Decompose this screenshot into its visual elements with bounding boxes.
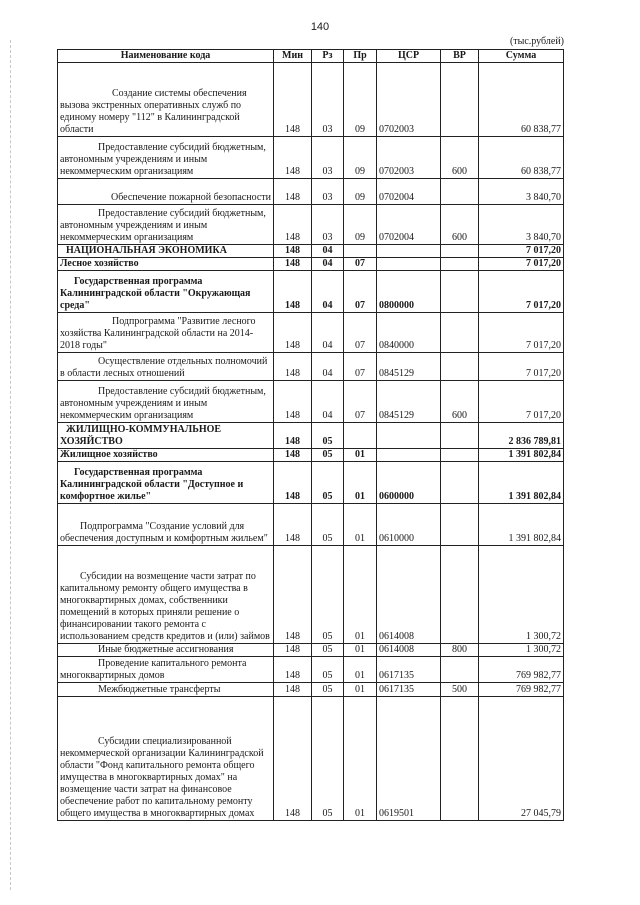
row-pr: 01: [344, 683, 377, 697]
row-rz: 03: [312, 179, 344, 205]
row-sum: 3 840,70: [479, 205, 564, 245]
row-vr: [441, 245, 479, 258]
row-rz: 04: [312, 313, 344, 353]
row-rz: 05: [312, 644, 344, 657]
table-row: [58, 644, 564, 657]
row-name: Создание системы обеспечения вызова экстренных оперативных служб по единому номеру "112" в Калининградской области: [58, 63, 274, 137]
table-row: [58, 381, 564, 423]
row-vr: [441, 353, 479, 381]
row-pr: 09: [344, 179, 377, 205]
row-csr: 0617135: [377, 683, 441, 697]
table-row: [58, 271, 564, 313]
row-vr: 600: [441, 137, 479, 179]
table-row: [58, 657, 564, 683]
row-name: Обеспечение пожарной безопасности: [58, 179, 274, 205]
row-sum: 7 017,20: [479, 245, 564, 258]
column-header-name: Наименование кода: [58, 50, 274, 63]
table-row: [58, 683, 564, 697]
row-sum: 60 838,77: [479, 63, 564, 137]
row-pr: 07: [344, 353, 377, 381]
row-pr: 01: [344, 449, 377, 462]
row-min: 148: [274, 504, 312, 546]
row-rz: 04: [312, 245, 344, 258]
row-sum: 7 017,20: [479, 313, 564, 353]
row-name: Межбюджетные трансферты: [58, 683, 274, 697]
row-csr: 0702004: [377, 205, 441, 245]
row-min: 148: [274, 258, 312, 271]
row-csr: 0840000: [377, 313, 441, 353]
row-name: НАЦИОНАЛЬНАЯ ЭКОНОМИКА: [58, 245, 274, 258]
row-vr: [441, 313, 479, 353]
row-rz: 03: [312, 137, 344, 179]
row-rz: 05: [312, 683, 344, 697]
row-name: Подпрограмма "Развитие лесного хозяйства Калининградской области на 2014-2018 годы": [58, 313, 274, 353]
row-sum: 1 391 802,84: [479, 462, 564, 504]
row-pr: 07: [344, 258, 377, 271]
row-vr: 800: [441, 644, 479, 657]
row-vr: [441, 179, 479, 205]
row-pr: 07: [344, 313, 377, 353]
row-sum: 3 840,70: [479, 179, 564, 205]
row-csr: [377, 245, 441, 258]
row-sum: 60 838,77: [479, 137, 564, 179]
table-row: [58, 449, 564, 462]
table-row: [58, 245, 564, 258]
row-rz: 03: [312, 205, 344, 245]
row-sum: 769 982,77: [479, 683, 564, 697]
row-min: 148: [274, 462, 312, 504]
row-pr: 09: [344, 63, 377, 137]
table-row: [58, 697, 564, 821]
row-min: 148: [274, 313, 312, 353]
row-csr: 0845129: [377, 381, 441, 423]
table-header-row: [58, 50, 564, 63]
column-header-pr: Пр: [344, 50, 377, 63]
row-csr: [377, 258, 441, 271]
row-vr: [441, 63, 479, 137]
row-min: 148: [274, 381, 312, 423]
table-row: [58, 179, 564, 205]
row-rz: 04: [312, 258, 344, 271]
row-csr: 0702004: [377, 179, 441, 205]
row-name: ЖИЛИЩНО-КОММУНАЛЬНОЕ ХОЗЯЙСТВО: [58, 423, 274, 449]
row-rz: 05: [312, 423, 344, 449]
row-rz: 05: [312, 697, 344, 821]
row-csr: [377, 449, 441, 462]
row-rz: 04: [312, 381, 344, 423]
row-name: Лесное хозяйство: [58, 258, 274, 271]
table-row: [58, 205, 564, 245]
row-rz: 05: [312, 546, 344, 644]
page-edge-marks: [10, 40, 12, 890]
row-csr: 0619501: [377, 697, 441, 821]
column-header-sum: Сумма: [479, 50, 564, 63]
row-sum: 7 017,20: [479, 381, 564, 423]
column-header-csr: ЦСР: [377, 50, 441, 63]
table-row: [58, 423, 564, 449]
row-pr: [344, 245, 377, 258]
row-pr: 01: [344, 504, 377, 546]
row-vr: [441, 423, 479, 449]
table-row: [58, 63, 564, 137]
row-rz: 05: [312, 449, 344, 462]
row-pr: 01: [344, 546, 377, 644]
row-rz: 04: [312, 353, 344, 381]
row-sum: 2 836 789,81: [479, 423, 564, 449]
row-min: 148: [274, 137, 312, 179]
row-min: 148: [274, 63, 312, 137]
row-name: Иные бюджетные ассигнования: [58, 644, 274, 657]
row-rz: 05: [312, 504, 344, 546]
row-rz: 05: [312, 462, 344, 504]
row-sum: 7 017,20: [479, 271, 564, 313]
row-min: 148: [274, 179, 312, 205]
row-vr: [441, 657, 479, 683]
row-pr: [344, 423, 377, 449]
unit-note: (тыс.рублей): [509, 36, 564, 47]
table-row: [58, 258, 564, 271]
column-header-rz: Рз: [312, 50, 344, 63]
row-min: 148: [274, 644, 312, 657]
row-min: 148: [274, 449, 312, 462]
row-min: 148: [274, 205, 312, 245]
row-vr: [441, 462, 479, 504]
row-csr: 0845129: [377, 353, 441, 381]
row-csr: [377, 423, 441, 449]
page-number: 140: [310, 21, 330, 33]
table-row: [58, 462, 564, 504]
row-rz: 04: [312, 271, 344, 313]
row-min: 148: [274, 271, 312, 313]
table-row: [58, 313, 564, 353]
row-sum: 1 391 802,84: [479, 449, 564, 462]
row-pr: 01: [344, 462, 377, 504]
row-name: Государственная программа Калининградской области "Доступное и комфортное жилье": [58, 462, 274, 504]
row-name: Субсидии специализированной некоммерческой организации Калининградской области "Фонд капитального ремонта общего имущества в многоквартирных домах" на возмещение части затрат на финансовое обеспечение работ по капитальному ремонту общего имущества в многоквартирных домах: [58, 697, 274, 821]
column-header-min: Мин: [274, 50, 312, 63]
row-sum: 27 045,79: [479, 697, 564, 821]
row-min: 148: [274, 546, 312, 644]
row-sum: 1 300,72: [479, 644, 564, 657]
row-min: 148: [274, 423, 312, 449]
row-sum: 7 017,20: [479, 258, 564, 271]
row-pr: 01: [344, 657, 377, 683]
row-vr: [441, 546, 479, 644]
row-name: Субсидии на возмещение части затрат по капитальному ремонту общего имущества в многоквартирных домах, собственники помещений в которых приняли решение о финансировании такого ремонта с использованием средств кредитов и (или) займов: [58, 546, 274, 644]
row-pr: 07: [344, 381, 377, 423]
row-vr: 600: [441, 381, 479, 423]
row-sum: 1 391 802,84: [479, 504, 564, 546]
budget-table: [57, 49, 564, 821]
row-csr: 0800000: [377, 271, 441, 313]
row-min: 148: [274, 683, 312, 697]
row-pr: 01: [344, 644, 377, 657]
row-vr: 600: [441, 205, 479, 245]
row-csr: 0600000: [377, 462, 441, 504]
row-sum: 1 300,72: [479, 546, 564, 644]
row-vr: [441, 271, 479, 313]
row-vr: 500: [441, 683, 479, 697]
row-min: 148: [274, 657, 312, 683]
row-csr: 0614008: [377, 644, 441, 657]
row-name: Предоставление субсидий бюджетным, автономным учреждениям и иным некоммерческим организациям: [58, 137, 274, 179]
row-pr: 07: [344, 271, 377, 313]
row-rz: 03: [312, 63, 344, 137]
row-min: 148: [274, 353, 312, 381]
row-rz: 05: [312, 657, 344, 683]
table-row: [58, 137, 564, 179]
row-csr: 0610000: [377, 504, 441, 546]
row-vr: [441, 697, 479, 821]
row-sum: 7 017,20: [479, 353, 564, 381]
row-vr: [441, 449, 479, 462]
row-name: Жилищное хозяйство: [58, 449, 274, 462]
row-min: 148: [274, 697, 312, 821]
row-pr: 09: [344, 137, 377, 179]
row-name: Подпрограмма "Создание условий для обеспечения доступным и комфортным жильем": [58, 504, 274, 546]
row-csr: 0702003: [377, 137, 441, 179]
row-csr: 0614008: [377, 546, 441, 644]
table-row: [58, 546, 564, 644]
row-min: 148: [274, 245, 312, 258]
row-csr: 0617135: [377, 657, 441, 683]
row-csr: 0702003: [377, 63, 441, 137]
row-name: Предоставление субсидий бюджетным, автономным учреждениям и иным некоммерческим организациям: [58, 381, 274, 423]
row-name: Предоставление субсидий бюджетным, автономным учреждениям и иным некоммерческим организациям: [58, 205, 274, 245]
column-header-vr: ВР: [441, 50, 479, 63]
row-name: Проведение капитального ремонта многоквартирных домов: [58, 657, 274, 683]
row-vr: [441, 504, 479, 546]
row-name: Осуществление отдельных полномочий в области лесных отношений: [58, 353, 274, 381]
row-pr: 09: [344, 205, 377, 245]
row-sum: 769 982,77: [479, 657, 564, 683]
table-row: [58, 504, 564, 546]
table-row: [58, 353, 564, 381]
row-vr: [441, 258, 479, 271]
row-name: Государственная программа Калининградской области "Окружающая среда": [58, 271, 274, 313]
row-pr: 01: [344, 697, 377, 821]
